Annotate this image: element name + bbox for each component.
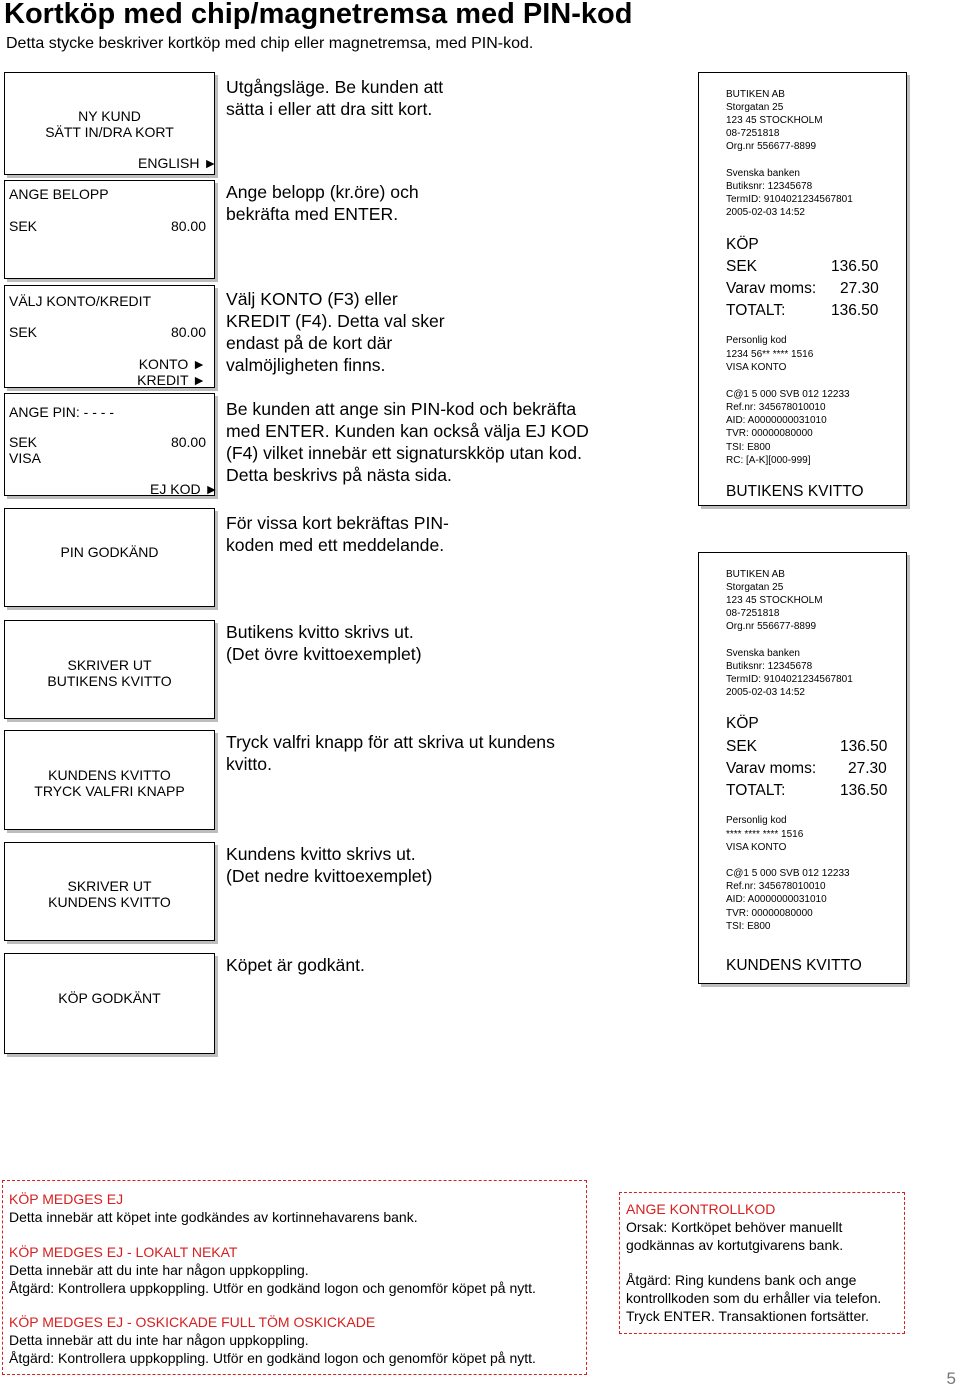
screen-option: ENGLISH ► [138,155,218,171]
screen-amount: 80.00 [170,324,206,340]
step-description: Butikens kvitto skrivs ut. (Det övre kvittoexemplet) [226,622,422,664]
error-title: KÖP MEDGES EJ - LOKALT NEKAT [9,1244,238,1260]
screen-option: EJ KOD ► [150,481,219,497]
error-title: ANGE KONTROLLKOD [626,1201,776,1217]
screen-line: KUNDENS KVITTO [48,767,171,783]
screen-amount: 80.00 [170,218,206,234]
screen-label: VÄLJ KONTO/KREDIT [9,293,152,309]
terminal-screen-print-customer [4,842,215,941]
screen-option-konto: KONTO ► [138,356,206,372]
terminal-screen-print-shop [4,620,215,719]
receipt-shop-copy: BUTIKEN AB Storgatan 25 123 45 STOCKHOLM 08-7251818 Org.nr 556677-8899 Svenska banken Butiksnr: 12345678 TermID: 9104021234567801 2005-02-03 14:52 KÖP SEK 136.50 Varav moms: 27.30 TOTALT: 136.50 Personlig kod 1234 56** **** 1516 VISA KONTO C@1 5 000 SVB 012 12233 Ref.nr: 345678010010 AID: A0000000031010 TVR: 00000080000 TSI: E800 RC: [A-K][000-999] BUTIKENS KVITTO [698,72,907,506]
screen-currency: SEK [9,434,38,450]
screen-amount: 80.00 [170,434,206,450]
screen-line: NY KUND [78,108,141,124]
screen-label: ANGE PIN: - - - - [9,404,114,420]
terminal-screen-amount [4,180,215,279]
receipt-footer: KUNDENS KVITTO [726,957,862,974]
step-description: Utgångsläge. Be kunden att sätta i eller att dra sitt kort. [226,77,444,119]
error-messages-box: KÖP MEDGES EJ Detta innebär att köpet inte godkändes av kortinnehavarens bank. KÖP MEDGES EJ - LOKALT NEKAT Detta innebär att du inte har någon uppkoppling. Åtgärd: Kontrollera uppkoppling. Utför en godkänd logon och genomför köpet på nytt. KÖP MEDGES EJ - OSKICKADE FULL TÖM OSKICKADE Detta innebär att du inte har någon uppkoppling. Åtgärd: Kontrollera uppkoppling. Utför en godkänd logon och genomför köpet på nytt. [2,1180,587,1375]
page-title: Kortköp med chip/magnetremsa med PIN-kod [4,0,633,30]
receipt-footer: BUTIKENS KVITTO [726,483,864,500]
terminal-screen-approved [4,953,215,1054]
terminal-screen-pin-ok [4,508,215,607]
screen-line: SKRIVER UT [67,657,152,673]
step-description: Ange belopp (kr.öre) och bekräfta med ENTER. [226,182,419,224]
step-description: Köpet är godkänt. [226,955,365,975]
screen-line: KUNDENS KVITTO [48,894,171,910]
terminal-screen-pin [4,393,219,497]
screen-option-kredit: KREDIT ► [137,372,206,388]
page-number: 5 [946,1369,956,1388]
page-subtitle: Detta stycke beskriver kortköp med chip eller magnetremsa, med PIN-kod. [6,35,534,52]
step-description: För vissa kort bekräftas PIN- koden med ett meddelande. [226,513,449,555]
terminal-screen-account [4,285,215,388]
screen-line: SÄTT IN/DRA KORT [45,124,174,140]
error-title: KÖP MEDGES EJ - OSKICKADE FULL TÖM OSKICKADE [9,1314,376,1330]
error-title: KÖP MEDGES EJ [9,1191,124,1207]
screen-line: TRYCK VALFRI KNAPP [34,783,185,799]
screen-line: BUTIKENS KVITTO [47,673,172,689]
step-description: Tryck valfri knapp för att skriva ut kundens kvitto. [226,732,555,774]
screen-currency: SEK [9,218,38,234]
step-description: Be kunden att ange sin PIN-kod och bekräfta med ENTER. Kunden kan också välja EJ KOD (F4) vilket innebär ett signaturskköp utan kod. Detta beskrivs på nästa sida. [226,399,589,485]
screen-card-type: VISA [9,450,41,466]
screen-currency: SEK [9,324,38,340]
terminal-screen-customer-prompt [4,730,215,830]
screen-line: SKRIVER UT [67,878,152,894]
screen-line: KÖP GODKÄNT [58,990,161,1006]
screen-label: ANGE BELOPP [9,186,109,202]
step-description: Välj KONTO (F3) eller KREDIT (F4). Detta val sker endast på de kort där valmöjligheten finns. [226,289,445,375]
screen-line: PIN GODKÄND [60,544,159,560]
control-code-box: ANGE KONTROLLKOD Orsak: Kortköpet behöver manuellt godkännas av kortutgivarens bank. Åtgärd: Ring kundens bank och ange kontrollkoden som du erhåller via telefon. Tryck ENTER. Transaktionen fortsätter. [619,1192,905,1334]
terminal-screen-start [4,72,218,175]
receipt-customer-copy: BUTIKEN AB Storgatan 25 123 45 STOCKHOLM 08-7251818 Org.nr 556677-8899 Svenska banken Butiksnr: 12345678 TermID: 9104021234567801 2005-02-03 14:52 KÖP SEK 136.50 Varav moms: 27.30 TOTALT: 136.50 Personlig kod **** **** **** 1516 VISA KONTO C@1 5 000 SVB 012 12233 Ref.nr: 345678010010 AID: A0000000031010 TVR: 00000080000 TSI: E800 KUNDENS KVITTO [698,552,907,984]
step-description: Kundens kvitto skrivs ut. (Det nedre kvittoexemplet) [226,844,433,886]
